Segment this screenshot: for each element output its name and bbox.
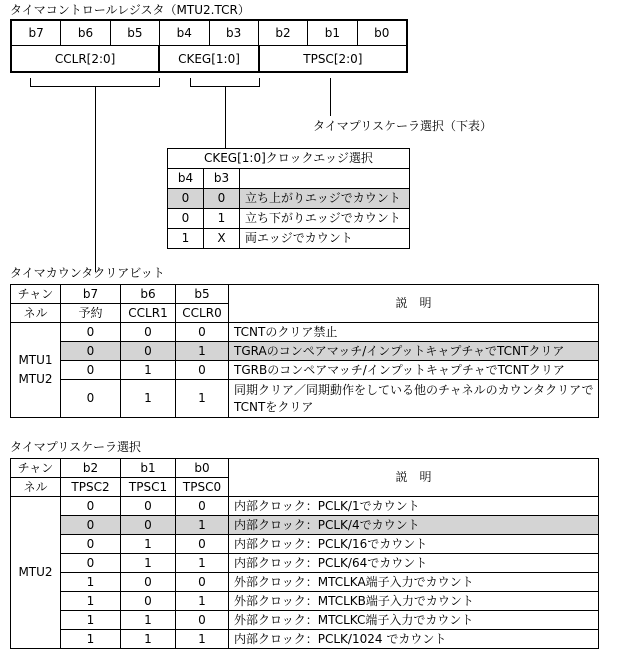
tpsc-row2-b2: 0	[61, 535, 121, 554]
cclr-row2-desc: TGRBのコンペアマッチ/インプットキャプチャでTCNTクリア	[229, 361, 599, 380]
tpsc-header-channel-line1: チャン	[11, 459, 61, 478]
cclr-connector-line	[95, 86, 96, 272]
table-row	[11, 611, 599, 630]
table-row	[11, 497, 599, 516]
page-title: タイマコントロールレジスタ（MTU2.TCR）	[10, 3, 250, 17]
tpsc-row1-b0: 1	[176, 516, 229, 535]
cclr-channel-cell	[11, 323, 61, 418]
cclr-header-b6: b6	[121, 285, 176, 304]
ckeg-row1-b3: 1	[204, 209, 240, 229]
tpsc-connector-line	[330, 78, 331, 116]
cclr-row0-b5: 0	[176, 323, 229, 342]
cclr-row1-desc: TGRAのコンペアマッチ/インプットキャプチャでTCNTクリア	[229, 342, 599, 361]
cclr-row0-b7: 0	[61, 323, 121, 342]
tpsc-row5-b0: 1	[176, 592, 229, 611]
register-bitmap	[10, 19, 408, 73]
register-field-tpsc: TPSC[2:0]	[303, 51, 363, 66]
table-row	[11, 592, 599, 611]
cclr-row1-b7: 0	[61, 342, 121, 361]
cclr-row1-b6: 0	[121, 342, 176, 361]
ckeg-connector-line	[225, 86, 226, 148]
ckeg-row2-b4: 1	[168, 229, 204, 249]
table-row	[168, 229, 410, 249]
ckeg-row1-b4: 0	[168, 209, 204, 229]
cclr-row2-b5: 0	[176, 361, 229, 380]
tpsc-row2-b1: 1	[121, 535, 176, 554]
table-row	[11, 380, 599, 418]
ckeg-clock-edge-table	[167, 148, 410, 249]
tpsc-row3-b1: 1	[121, 554, 176, 573]
tpsc-row5-b2: 1	[61, 592, 121, 611]
tpsc-header-b1: b1	[121, 459, 176, 478]
cclr-header-channel-line1: チャン	[11, 285, 61, 304]
cclr-row3-b6: 1	[121, 380, 176, 418]
tpsc-row7-b0: 1	[176, 630, 229, 649]
table-row	[11, 361, 599, 380]
timer-prescaler-select-table	[10, 458, 599, 649]
table-row	[11, 630, 599, 649]
tpsc-row1-b1: 0	[121, 516, 176, 535]
tpsc-row2-desc: 内部クロック：PCLK/16でカウント	[229, 535, 599, 554]
tpsc-row1-desc: 内部クロック：PCLK/4でカウント	[229, 516, 599, 535]
table-row	[11, 554, 599, 573]
cclr-header-reserved: 予約	[61, 304, 121, 323]
ckeg-row2-desc: 両エッジでカウント	[240, 229, 410, 249]
register-bit-b7: b7	[12, 21, 61, 45]
register-bit-b3: b3	[210, 21, 259, 45]
register-bit-b6: b6	[61, 21, 110, 45]
cclr-header-cclr1: CCLR1	[121, 304, 176, 323]
ckeg-header-desc	[240, 169, 410, 189]
tpsc-row3-b2: 0	[61, 554, 121, 573]
ckeg-row2-b3: X	[204, 229, 240, 249]
tpsc-row7-b2: 1	[61, 630, 121, 649]
ckeg-row0-b3: 0	[204, 189, 240, 209]
tpsc-header-desc: 説 明	[229, 459, 599, 497]
ckeg-table-title: CKEG[1:0]クロックエッジ選択	[168, 149, 410, 169]
tpsc-row1-b2: 0	[61, 516, 121, 535]
tpsc-row4-b1: 0	[121, 573, 176, 592]
cclr-bracket-right-tick	[159, 78, 160, 87]
tpsc-row6-desc: 外部クロック：MTCLKC端子入力でカウント	[229, 611, 599, 630]
table-row	[11, 535, 599, 554]
ckeg-bracket-right-tick	[259, 78, 260, 87]
ckeg-table-header-row	[168, 169, 410, 189]
cclr-channel-mtu2: MTU2	[18, 372, 53, 386]
tpsc-header-tpsc2: TPSC2	[61, 478, 121, 497]
tpsc-row7-desc: 内部クロック：PCLK/1024 でカウント	[229, 630, 599, 649]
cclr-bracket-left-tick	[30, 78, 31, 87]
tpsc-row0-b0: 0	[176, 497, 229, 516]
register-bit-b4: b4	[160, 21, 209, 45]
tpsc-row6-b1: 1	[121, 611, 176, 630]
cclr-header-desc: 説 明	[229, 285, 599, 323]
ckeg-row0-b4: 0	[168, 189, 204, 209]
register-bit-b1: b1	[308, 21, 357, 45]
tpsc-row2-b0: 0	[176, 535, 229, 554]
cclr-table-header-row-1	[11, 285, 599, 304]
cclr-header-b7: b7	[61, 285, 121, 304]
tpsc-row6-b0: 0	[176, 611, 229, 630]
ckeg-row0-desc: 立ち上がりエッジでカウント	[240, 189, 410, 209]
cclr-header-channel-line2: ネル	[11, 304, 61, 323]
table-row	[168, 189, 410, 209]
cclr-table-caption: タイマカウンタクリアビット	[10, 266, 165, 280]
tpsc-row4-desc: 外部クロック：MTCLKA端子入力でカウント	[229, 573, 599, 592]
register-field-labels-row	[12, 46, 406, 71]
tpsc-row4-b0: 0	[176, 573, 229, 592]
cclr-row3-b5: 1	[176, 380, 229, 418]
register-bit-b2: b2	[259, 21, 308, 45]
cclr-row3-b7: 0	[61, 380, 121, 418]
ckeg-header-b3: b3	[204, 169, 240, 189]
cclr-row2-b6: 1	[121, 361, 176, 380]
tpsc-header-channel-line2: ネル	[11, 478, 61, 497]
tpsc-row5-b1: 0	[121, 592, 176, 611]
timer-counter-clear-bit-table	[10, 284, 599, 418]
register-field-cclr: CCLR[2:0]	[12, 46, 160, 71]
cclr-header-cclr0: CCLR0	[176, 304, 229, 323]
ckeg-row1-desc: 立ち下がりエッジでカウント	[240, 209, 410, 229]
cclr-channel-mtu1: MTU1	[18, 353, 53, 367]
tpsc-row3-b0: 1	[176, 554, 229, 573]
table-row	[11, 342, 599, 361]
tpsc-row0-b2: 0	[61, 497, 121, 516]
tpsc-header-tpsc1: TPSC1	[121, 478, 176, 497]
ckeg-table-title-row	[168, 149, 410, 169]
table-row	[11, 516, 599, 535]
table-row	[11, 573, 599, 592]
tpsc-row5-desc: 外部クロック：MTCLKB端子入力でカウント	[229, 592, 599, 611]
tpsc-header-tpsc0: TPSC0	[176, 478, 229, 497]
table-row	[168, 209, 410, 229]
table-row	[11, 323, 599, 342]
tpsc-row7-b1: 1	[121, 630, 176, 649]
tpsc-row0-b1: 0	[121, 497, 176, 516]
ckeg-bracket-left-tick	[190, 78, 191, 87]
tpsc-table-header-row-1	[11, 459, 599, 478]
register-field-ckeg: CKEG[1:0]	[160, 46, 260, 71]
register-bit-labels-row	[12, 21, 406, 46]
tpsc-table-caption: タイマプリスケーラ選択	[10, 440, 142, 454]
cclr-header-b5: b5	[176, 285, 229, 304]
tpsc-row3-desc: 内部クロック：PCLK/64でカウント	[229, 554, 599, 573]
tpsc-header-b0: b0	[176, 459, 229, 478]
register-bit-b5: b5	[111, 21, 160, 45]
cclr-row0-desc: TCNTのクリア禁止	[229, 323, 599, 342]
prescaler-note-label: タイマプリスケーラ選択（下表）	[313, 119, 493, 133]
tpsc-row0-desc: 内部クロック：PCLK/1でカウント	[229, 497, 599, 516]
tpsc-header-b2: b2	[61, 459, 121, 478]
tpsc-row6-b2: 1	[61, 611, 121, 630]
tpsc-channel-cell: MTU2	[11, 497, 61, 649]
tpsc-row4-b2: 1	[61, 573, 121, 592]
cclr-row1-b5: 1	[176, 342, 229, 361]
cclr-row3-desc: 同期クリア／同期動作をしている他のチャネルのカウンタクリアでTCNTをクリア	[229, 380, 599, 418]
ckeg-header-b4: b4	[168, 169, 204, 189]
cclr-row0-b6: 0	[121, 323, 176, 342]
cclr-row2-b7: 0	[61, 361, 121, 380]
register-bit-b0: b0	[374, 26, 390, 40]
